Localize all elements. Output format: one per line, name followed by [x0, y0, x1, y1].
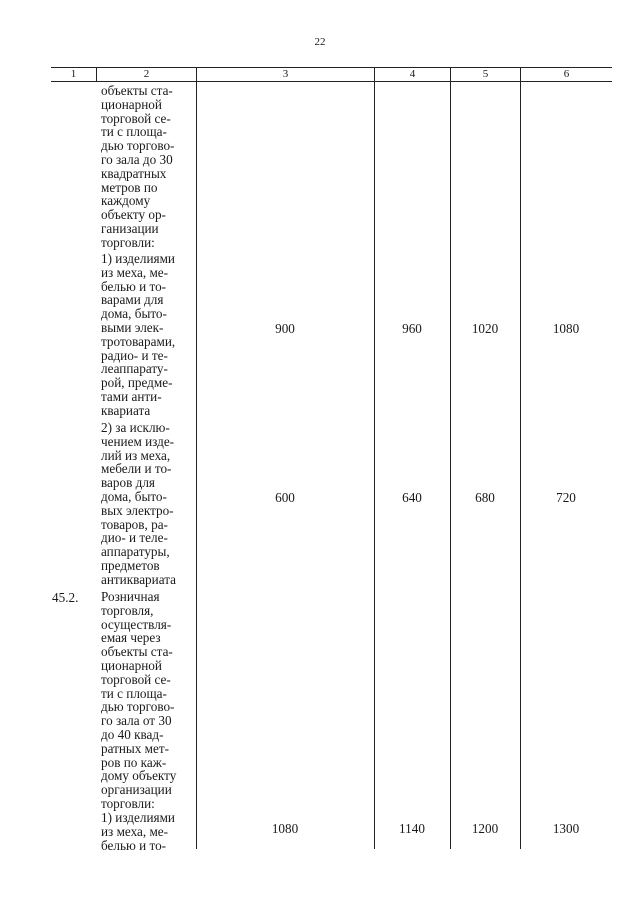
row-description: 1) изделиями из меха, ме- белью и то- — [101, 810, 175, 853]
column-header-4: 4 — [409, 68, 416, 80]
value-col-6: 1300 — [552, 821, 580, 836]
row-number: 45.2. — [52, 590, 79, 605]
value-col-5: 1200 — [471, 821, 499, 836]
column-rule — [520, 67, 521, 849]
column-header-2: 2 — [143, 68, 150, 80]
row-description: 1) изделиями из меха, ме- белью и то- варами для дома, быто- выми элек- тротоварами, радио- и те- леаппарату- рой, предме- тами анти- квариата — [101, 251, 176, 418]
value-col-4: 960 — [402, 321, 422, 336]
row-description: 2) за исклю- чением изде- лий из меха, мебели и то- варов для дома, быто- вых электро- товаров, ра- дио- и теле- аппаратуры, предметов антиквариата — [101, 420, 176, 587]
row-description: Розничная торговля, осуществля- емая через объекты ста- ционарной торговой се- ти с площа- дью торгово- го зала от 30 до 40 квад- ратных мет- ров по каж- дому объекту организации торговли: — [101, 589, 177, 811]
value-col-5: 1020 — [471, 321, 499, 336]
value-col-5: 680 — [475, 490, 495, 505]
column-rule — [374, 67, 375, 849]
value-col-6: 1080 — [552, 321, 580, 336]
value-col-3: 900 — [275, 321, 295, 336]
value-col-4: 640 — [402, 490, 422, 505]
column-header-5: 5 — [482, 68, 489, 80]
column-rule — [450, 67, 451, 849]
value-col-4: 1140 — [399, 821, 425, 836]
header-bottom-rule — [51, 81, 612, 82]
row-description: объекты ста- ционарной торговой се- ти с площа- дью торгово- го зала до 30 квадратных метров по каждому объекту ор- ганизации торговли: — [101, 83, 175, 250]
column-header-1: 1 — [70, 68, 77, 80]
page-number: 22 — [314, 36, 326, 48]
value-col-3: 600 — [275, 490, 295, 505]
value-col-3: 1080 — [271, 821, 299, 836]
value-col-6: 720 — [556, 490, 576, 505]
column-header-3: 3 — [282, 68, 289, 80]
column-header-6: 6 — [563, 68, 570, 80]
